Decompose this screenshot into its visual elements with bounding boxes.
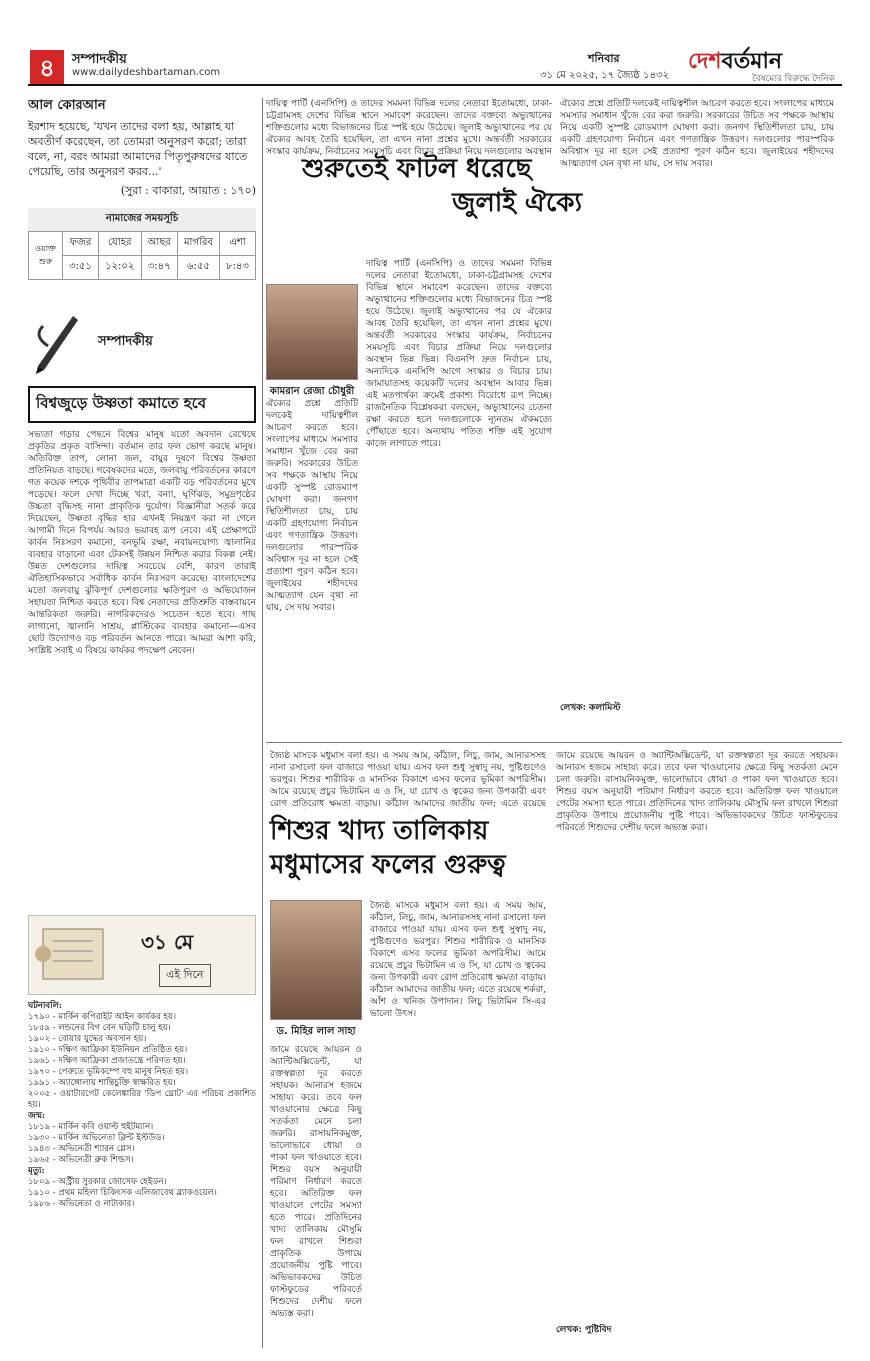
prayer-name: আছর: [141, 232, 177, 256]
article1-title-line1: শুরুতেই ফাটল ধরেছে: [302, 154, 532, 184]
article2-signoff: লেখক: পুষ্টিবিদ: [556, 1325, 612, 1335]
history-item: ১৯৮৬ - অভিনেতা ও নাট্যকার।: [28, 1199, 135, 1209]
article2-lead: জ্যৈষ্ঠ মাসকে মধুমাস বলা হয়। এ সময় আম, কাঁঠাল, লিচু, জাম, আনারসসহ নানা রসালো ফল বাজারে পাওয়া যায়। এসব ফল শুধু সুস্বাদু নয়, পুষ্টিগুণেও ভরপুর। শিশুর শারীরিক ও মানসিক বিকাশে এসব ফলের ভূমিকা অপরিসীম। আমে রয়েছে প্রচুর ভিটামিন এ ও সি, যা চোখ ও ত্বকের জন্য উপকারী এবং রোগ প্রতিরোধ ক্ষমতা বাড়ায়। কাঁঠাল আমাদের জাতীয় ফল; এতে রয়েছে: [270, 751, 546, 809]
article1-signoff: লেখক: কলামিস্ট: [560, 703, 621, 713]
article1-title-line2: জুলাই ঐক্যে: [452, 188, 582, 218]
article1-body-col0: ঐক্যের প্রশ্নে প্রতিটি দলকেই দায়িত্বশীল আচরণ করতে হবে। সংলাপের মাধ্যমে সমস্যার সমাধান খুঁজে বের করা জরুরি। সরকারের উচিত সব পক্ষকে আস্থায় নিয়ে একটি সুস্পষ্ট রোডম্যাপ ঘোষণা করা। জনগণ স্থিতিশীলতা চায়, চায় একটি গ্রহণযোগ্য নির্বাচন এবং গণতান্ত্রিক উত্তরণ। দলগুলোর পারস্পরিক অবিশ্বাস দূর না হলে সেই প্রত্যাশা পূরণ কঠিন হবে। জুলাইয়ের শহীদদের আত্মত্যাগ যেন বৃথা না যায়, সে দায় সবার।: [266, 399, 358, 613]
history-item: ১৯৬১ - দক্ষিণ আফ্রিকা প্রজাতন্ত্রে পরিণত হয়।: [28, 1056, 186, 1066]
author-name: কামরান রেজা চৌধুরী: [269, 386, 355, 397]
article1-title: [302, 152, 582, 220]
prayer-name: যোহর: [98, 232, 141, 256]
editorial-banner: [28, 306, 256, 376]
article-2: [266, 750, 842, 1350]
history-item: ১৯৯১ - অ্যাঙ্গোলায় শান্তিচুক্তি স্বাক্ষরিত হয়।: [28, 1078, 176, 1088]
logo-part-a: দেশ: [688, 49, 722, 74]
masthead: [0, 0, 870, 84]
article2-body-col1: জ্যৈষ্ঠ মাসকে মধুমাস বলা হয়। এ সময় আম, কাঁঠাল, লিচু, জাম, আনারসসহ নানা রসালো ফল বাজারে পাওয়া যায়। এসব ফল শুধু সুস্বাদু নয়, পুষ্টিগুণেও ভরপুর। শিশুর শারীরিক ও মানসিক বিকাশে এসব ফলের ভূমিকা অপরিসীম। আমে রয়েছে প্রচুর ভিটামিন এ ও সি, যা চোখ ও ত্বকের জন্য উপকারী এবং রোগ প্রতিরোধ ক্ষমতা বাড়ায়। কাঁঠাল আমাদের জাতীয় ফল; এতে রয়েছে শর্করা, আঁশ ও খনিজ উপাদান। লিচু ভিটামিন সি-এর ভালো উৎস।: [370, 901, 546, 1019]
prayer-title: নামাজের সময়সূচি: [28, 208, 256, 231]
history-item: ১৯৬৫ - অভিনেত্রী ব্রুক শিল্ডস।: [28, 1155, 134, 1165]
prayer-time: ৬:৫৫: [177, 256, 219, 280]
prayer-name: এশা: [219, 232, 255, 256]
quran-text: ইরশাদ হয়েছে, 'যখন তাদের বলা হয়, আল্লাহ যা অবতীর্ণ করেছেন, তা তোমরা অনুসরণ করো; তারা বলে, না, বরং আমরা আমাদের পিতৃপুরুষদের যাতে পেয়েছি, তার অনুসরণ করব...': [28, 120, 248, 178]
history-item: ১৯১০ - প্রথম মহিলা চিকিৎসক এলিজাবেথ ব্ল্যাকওয়েল।: [28, 1188, 217, 1198]
logo-part-b: বর্তমান: [721, 49, 782, 74]
prayer-time: ৩:৪৭: [141, 256, 177, 280]
quran-ref: (সুরা : বাকারা, আয়াত : ১৭০): [120, 184, 256, 197]
prayer-time: ১২:০২: [98, 256, 141, 280]
author2-name: ড. মিহির লাল সাহা: [276, 1026, 356, 1037]
article1-body-col1: দায়িত্ব পার্টি (এনসিপি) ও তাদের সমমনা বিভিন্ন দলের নেতারা ইতোমধ্যে, ঢাকা-চট্টগ্রামসহ দেশের বিভিন্ন স্থানে সমাবেশ করেছেন। তাদের বক্তব্যে অভ্যুত্থানের শক্তিগুলোর মধ্যে বিভাজনের চিত্র স্পষ্ট হয়ে উঠেছে। জুলাই অভ্যুত্থানের পর যে ঐক্যের আবহ তৈরি হয়েছিল, তা এখন নানা প্রশ্নের মুখে। অন্তর্বর্তী সরকারের সংস্কার কার্যক্রম, নির্বাচনের সময়সূচি এবং বিচার প্রক্রিয়া নিয়ে দলগুলোর অবস্থান ভিন্ন ভিন্ন। বিএনপি দ্রুত নির্বাচন চায়, অন্যদিকে এনসিপি আগে সংস্কার ও বিচার চায়। জামায়াতসহ কয়েকটি দলের অবস্থান আবার ভিন্ন। এই মতপার্থক্য ক্রমেই প্রকাশ্য বিরোধে রূপ নিচ্ছে। রাজনৈতিক বিশ্লেষকরা বলছেন, অভ্যুত্থানের চেতনা রক্ষা করতে হলে দলগুলোকে ন্যূনতম ঐকমত্যে পৌঁছাতে হবে। অন্যথায় পতিত শক্তি এই সুযোগ কাজে লাগাতে পারে।: [366, 259, 552, 449]
article2-title-line1: শিশুর খাদ্য তালিকায়: [270, 816, 489, 846]
article1-lead: দায়িত্ব পার্টি (এনসিপি) ও তাদের সমমনা বিভিন্ন দলের নেতারা ইতোমধ্যে, ঢাকা-চট্টগ্রামসহ দেশের বিভিন্ন স্থানে সমাবেশ করেছেন। তাদের বক্তব্যে অভ্যুত্থানের শক্তিগুলোর মধ্যে বিভাজনের চিত্র স্পষ্ট হয়ে উঠেছে। জুলাই অভ্যুত্থানের পর যে ঐক্যের আবহ তৈরি হয়েছিল, তা এখন নানা প্রশ্নের মুখে। অন্তর্বর্তী সরকারের সংস্কার কার্যক্রম, নির্বাচনের সময়সূচি এবং বিচার প্রক্রিয়া নিয়ে দলগুলোর অবস্থান: [266, 99, 552, 157]
editorial-title: বিশ্বজুড়ে উষ্ণতা কমাতে হবে: [28, 386, 256, 423]
history-item: ২০০৫ - ওয়াটারগেট কেলেঙ্কারির 'ডিপ থ্রোট' এর পরিচয় প্রকাশিত হয়।: [28, 1089, 256, 1110]
article2-title: [270, 814, 546, 882]
history-item: ১৭৯০ - মার্কিন কপিরাইট আইন কার্যকর হয়।: [28, 1012, 176, 1022]
article1-body-col2: ঐক্যের প্রশ্নে প্রতিটি দলকেই দায়িত্বশীল আচরণ করতে হবে। সংলাপের মাধ্যমে সমস্যার সমাধান খুঁজে বের করা জরুরি। সরকারের উচিত সব পক্ষকে আস্থায় নিয়ে একটি সুস্পষ্ট রোডম্যাপ ঘোষণা করা। জনগণ স্থিতিশীলতা চায়, চায় একটি গ্রহণযোগ্য নির্বাচন এবং গণতান্ত্রিক উত্তরণ। দলগুলোর পারস্পরিক অবিশ্বাস দূর না হলে সেই প্রত্যাশা পূরণ কঠিন হবে। জুলাইয়ের শহীদদের আত্মত্যাগ যেন বৃথা না যায়, সে দায় সবার।: [560, 99, 834, 169]
prayer-table: [28, 231, 256, 280]
website-link[interactable]: www.dailydeshbartaman.com: [72, 67, 221, 78]
events-head: ঘটনাবলি:: [28, 1001, 63, 1011]
history-item: ১৯৭০ - পেরুতে ভূমিকম্পে বহু মানুষ নিহত হয়।: [28, 1067, 189, 1077]
on-this-day-banner: [28, 915, 256, 995]
on-this-day-label: এই দিনে: [159, 964, 211, 987]
history-item: ১৮৫৯ - লন্ডনের বিগ বেন ঘড়িটি চালু হয়।: [28, 1023, 171, 1033]
article2-body-col2: জামে রয়েছে আয়রন ও অ্যান্টিঅক্সিডেন্ট, যা রক্তস্বল্পতা দূর করতে সহায়ক। আনারস হজমে সাহায্য করে। তবে ফল খাওয়ানোর ক্ষেত্রে কিছু সতর্কতা মেনে চলা জরুরি। রাসায়নিকমুক্ত, ভালোভাবে ধোয়া ও পাকা ফল খাওয়াতে হবে। শিশুর বয়স অনুযায়ী পরিমাণ নির্ধারণ করতে হবে। অতিরিক্ত ফল খাওয়ালে পেটের সমস্যা হতে পারে। প্রতিদিনের খাদ্য তালিকায় মৌসুমি ফল রাখলে শিশুরা প্রাকৃতিক উপায়ে প্রয়োজনীয় পুষ্টি পাবে। অভিভাবকদের উচিত ফাস্টফুডের পরিবর্তে শিশুদের দেশীয় ফলে অভ্যস্ত করা।: [556, 751, 838, 833]
editorial-label: সম্পাদকীয়: [98, 334, 153, 349]
history-item: ১৮০৯ - অস্ট্রীয় সুরকার জোসেফ হেইডন।: [28, 1177, 167, 1187]
left-column: [28, 98, 256, 1348]
history-item: ১৮১৯ - মার্কিন কবি ওয়াল্ট হুইটম্যান।: [28, 1122, 154, 1132]
section-title: সম্পাদকীয়: [72, 52, 127, 67]
tagline: বৈষম্যের বিরুদ্ধে দৈনিক: [752, 74, 835, 84]
scroll-icon: [33, 919, 123, 993]
prayer-time: ৩:৫১: [63, 256, 99, 280]
history-item: ১৯১০ - দক্ষিণ আফ্রিকা ইউনিয়ন প্রতিষ্ঠিত হয়।: [28, 1045, 188, 1055]
history-item: ১৯০২ - বোয়ার যুদ্ধের অবসান হয়।: [28, 1034, 147, 1044]
prayer-name: ফজর: [63, 232, 99, 256]
history-list: [28, 1001, 256, 1210]
births-head: জন্ম:: [28, 1111, 46, 1121]
author2-photo: [270, 900, 362, 1020]
prayer-names-row: [29, 232, 256, 256]
article-1: [232, 98, 842, 838]
deaths-head: মৃত্যু:: [28, 1166, 45, 1176]
prayer-name: মাগরিব: [177, 232, 219, 256]
issue-date: ৩১ মে ২০২৫, ১৭ জ্যৈষ্ঠ ১৪৩২: [540, 70, 670, 81]
on-this-day-date: ৩১ মে: [141, 930, 194, 954]
history-item: ১৯৪৩ - অভিনেত্রী শ্যারন গ্লেস।: [28, 1144, 135, 1154]
prayer-times-row: [29, 256, 256, 280]
prayer-time: ৮:৪৩: [219, 256, 255, 280]
author-photo: [266, 284, 358, 380]
prayer-row-label: ওয়াক্ত শুরু: [29, 232, 63, 280]
pen-icon: [28, 306, 88, 376]
header-rule: [28, 84, 842, 86]
history-item: ১৯৩০ - মার্কিন অভিনেতা ক্লিন্ট ইস্টউড।: [28, 1133, 165, 1143]
article2-body-col0: জামে রয়েছে আয়রন ও অ্যান্টিঅক্সিডেন্ট, যা রক্তস্বল্পতা দূর করতে সহায়ক। আনারস হজমে সাহায্য করে। তবে ফল খাওয়ানোর ক্ষেত্রে কিছু সতর্কতা মেনে চলা জরুরি। রাসায়নিকমুক্ত, ভালোভাবে ধোয়া ও পাকা ফল খাওয়াতে হবে। শিশুর বয়স অনুযায়ী পরিমাণ নির্ধারণ করতে হবে। অতিরিক্ত ফল খাওয়ালে পেটের সমস্যা হতে পারে। প্রতিদিনের খাদ্য তালিকায় মৌসুমি ফল রাখলে শিশুরা প্রাকৃতিক উপায়ে প্রয়োজনীয় পুষ্টি পাবে। অভিভাবকদের উচিত ফাস্টফুডের পরিবর্তে শিশুদের দেশীয় ফলে অভ্যস্ত করা।: [270, 1045, 362, 1319]
article2-title-line2: মধুমাসের ফলের গুরুত্ব: [270, 850, 506, 880]
page-number: ৪: [30, 50, 64, 86]
article-divider: [266, 742, 842, 743]
issue-day: শনিবার: [588, 52, 620, 65]
editorial-body: সভ্যতা গড়ার পেছনে বিশ্বের মানুষ যতো অবদান রেখেছে প্রকৃতির প্রকৃত বাসিন্দা। বর্তমান তার ফল ভোগ করছে মানুষ। অতিরিক্ত তাপ, লোনা জল, বায়ুর দূষণে বিশ্বের উষ্ণতা প্রতিনিয়ত বাড়ছে। গবেষকদের মতে, জলবায়ু পরিবর্তনের কারণে গত কয়েক দশকে পৃথিবীর তাপমাত্রা একটি বড় পরিবর্তনের মুখে পড়েছে। ফলে দেখা দিচ্ছে খরা, বন্যা, ঘূর্ণিঝড়, সমুদ্রপৃষ্ঠের উচ্চতা বৃদ্ধিসহ নানা প্রাকৃতিক দুর্যোগ। বিজ্ঞানীরা সতর্ক করে দিয়েছেন, উষ্ণতা বৃদ্ধির হার এখনই নিয়ন্ত্রণ করা না গেলে আগামী দিনে বিপর্যয় আরও ভয়াবহ রূপ নেবে। এই প্রেক্ষাপটে কার্বন নিঃসরণ কমানো, বনভূমি রক্ষা, নবায়নযোগ্য জ্বালানির ব্যবহার বাড়ানো এবং টেকসই উন্নয়ন নিশ্চিত করার বিকল্প নেই। উন্নত দেশগুলোর দায়িত্ব সবচেয়ে বেশি, কারণ তারাই ঐতিহাসিকভাবে সর্বাধিক কার্বন নিঃসরণ করেছে। বাংলাদেশের মতো জলবায়ু ঝুঁকিপূর্ণ দেশগুলোর ক্ষতিপূরণ ও অভিযোজন সহায়তা নিশ্চিত করতে হবে। বিশ্ব নেতাদের প্রতিশ্রুতি বাস্তবায়নে আন্তরিকতা জরুরি। নাগরিকদেরও সচেতন হতে হবে। গাছ লাগানো, জ্বালানি সাশ্রয়, প্লাস্টিকের ব্যবহার কমানো—এসব ছোট উদ্যোগও বড় পরিবর্তন আনতে পারে। আমরা আশা করি, সংশ্লিষ্ট সবাই এ বিষয়ে কার্যকর পদক্ষেপ নেবেন।: [28, 430, 256, 656]
quran-title: আল কোরআন: [28, 98, 106, 113]
